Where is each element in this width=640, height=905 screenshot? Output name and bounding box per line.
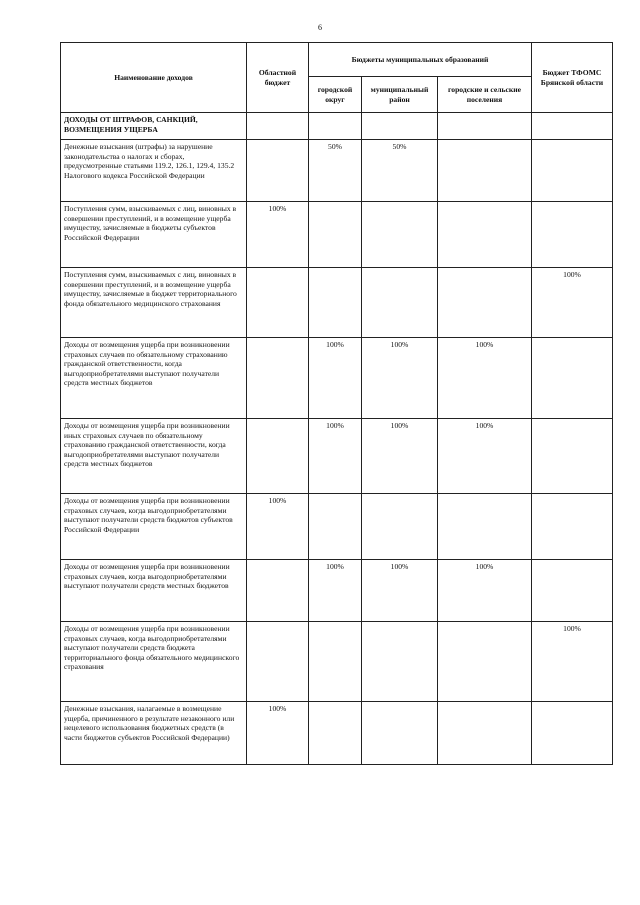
share-district: 100% — [362, 419, 438, 494]
share-settlement — [438, 140, 532, 202]
share-tfoms — [532, 338, 613, 419]
table-row — [61, 419, 613, 494]
share-district — [362, 494, 438, 560]
share-city — [309, 702, 362, 765]
share-regional: 100% — [247, 202, 309, 268]
share-regional — [247, 140, 309, 202]
header-regional: Областной бюджет — [247, 43, 309, 113]
share-settlement — [438, 268, 532, 338]
section-title: ДОХОДЫ ОТ ШТРАФОВ, САНКЦИЙ, ВОЗМЕЩЕНИЯ УЩЕРБА — [61, 113, 247, 140]
share-city — [309, 268, 362, 338]
share-district — [362, 268, 438, 338]
table-row — [61, 140, 613, 202]
header-municipal-group: Бюджеты муниципальных образований — [309, 43, 532, 77]
share-city: 100% — [309, 560, 362, 622]
revenue-distribution-table — [60, 42, 613, 765]
table-row — [61, 338, 613, 419]
header-row-top — [61, 43, 613, 77]
header-settlements: городские и сельские поселения — [438, 77, 532, 113]
share-settlement: 100% — [438, 338, 532, 419]
share-settlement — [438, 202, 532, 268]
page-number: 6 — [318, 23, 322, 32]
share-regional — [247, 419, 309, 494]
revenue-name: Доходы от возмещения ущерба при возникновении иных страховых случаев по обязательному страхованию гражданской ответственности, когда выгодоприобретателями выступают получатели средств местных бюджетов — [61, 419, 247, 494]
table-row — [61, 560, 613, 622]
share-district — [362, 202, 438, 268]
share-city — [309, 494, 362, 560]
revenue-name: Денежные взыскания (штрафы) за нарушение законодательства о налогах и сборах, предусмотренные статьями 119.2, 126.1, 129.4, 135.2 Налогового кодекса Российской Федерации — [61, 140, 247, 202]
table-row — [61, 494, 613, 560]
share-district: 50% — [362, 140, 438, 202]
share-tfoms: 100% — [532, 622, 613, 702]
share-city: 100% — [309, 338, 362, 419]
share-city — [309, 622, 362, 702]
share-tfoms — [532, 494, 613, 560]
header-city-district: городской округ — [309, 77, 362, 113]
table-row — [61, 268, 613, 338]
header-municipal-district: муниципальный район — [362, 77, 438, 113]
header-name: Наименование доходов — [61, 43, 247, 113]
share-regional: 100% — [247, 702, 309, 765]
share-district — [362, 622, 438, 702]
share-settlement: 100% — [438, 560, 532, 622]
share-city: 100% — [309, 419, 362, 494]
table-body — [61, 140, 613, 765]
share-regional — [247, 338, 309, 419]
revenue-name: Денежные взыскания, налагаемые в возмещение ущерба, причиненного в результате незаконного или нецелевого использования бюджетных средств (в части бюджетов субъектов Российской Федерации) — [61, 702, 247, 765]
share-city: 50% — [309, 140, 362, 202]
share-regional — [247, 622, 309, 702]
share-tfoms: 100% — [532, 268, 613, 338]
revenue-name: Доходы от возмещения ущерба при возникновении страховых случаев, когда выгодоприобретателями выступают получатели средств местных бюджетов — [61, 560, 247, 622]
table-row — [61, 622, 613, 702]
share-district: 100% — [362, 560, 438, 622]
share-regional: 100% — [247, 494, 309, 560]
table-row — [61, 202, 613, 268]
header-tfoms: Бюджет ТФОМС Брянской области — [532, 43, 613, 113]
section-row — [61, 113, 613, 140]
revenue-name: Доходы от возмещения ущерба при возникновении страховых случаев по обязательному страхованию гражданской ответственности, когда выгодоприобретателями выступают получатели средств местных бюджетов — [61, 338, 247, 419]
share-tfoms — [532, 140, 613, 202]
share-district: 100% — [362, 338, 438, 419]
share-settlement — [438, 494, 532, 560]
share-settlement: 100% — [438, 419, 532, 494]
share-tfoms — [532, 419, 613, 494]
share-regional — [247, 560, 309, 622]
revenue-name: Доходы от возмещения ущерба при возникновении страховых случаев, когда выгодоприобретателями выступают получатели средств бюджета территориального фонда обязательного медицинского страхования — [61, 622, 247, 702]
revenue-name: Поступления сумм, взыскиваемых с лиц, виновных в совершении преступлений, и в возмещение ущерба имуществу, зачисляемые в бюджеты субъектов Российской Федерации — [61, 202, 247, 268]
share-tfoms — [532, 560, 613, 622]
share-tfoms — [532, 202, 613, 268]
table-row — [61, 702, 613, 765]
share-city — [309, 202, 362, 268]
share-district — [362, 702, 438, 765]
share-regional — [247, 268, 309, 338]
share-settlement — [438, 622, 532, 702]
revenue-name: Доходы от возмещения ущерба при возникновении страховых случаев, когда выгодоприобретателями выступают получатели средств бюджетов субъектов Российской Федерации — [61, 494, 247, 560]
revenue-name: Поступления сумм, взыскиваемых с лиц, виновных в совершении преступлений, и в возмещение ущерба имуществу, зачисляемые в бюджет территориального фонда обязательного медицинского страхования — [61, 268, 247, 338]
share-tfoms — [532, 702, 613, 765]
share-settlement — [438, 702, 532, 765]
